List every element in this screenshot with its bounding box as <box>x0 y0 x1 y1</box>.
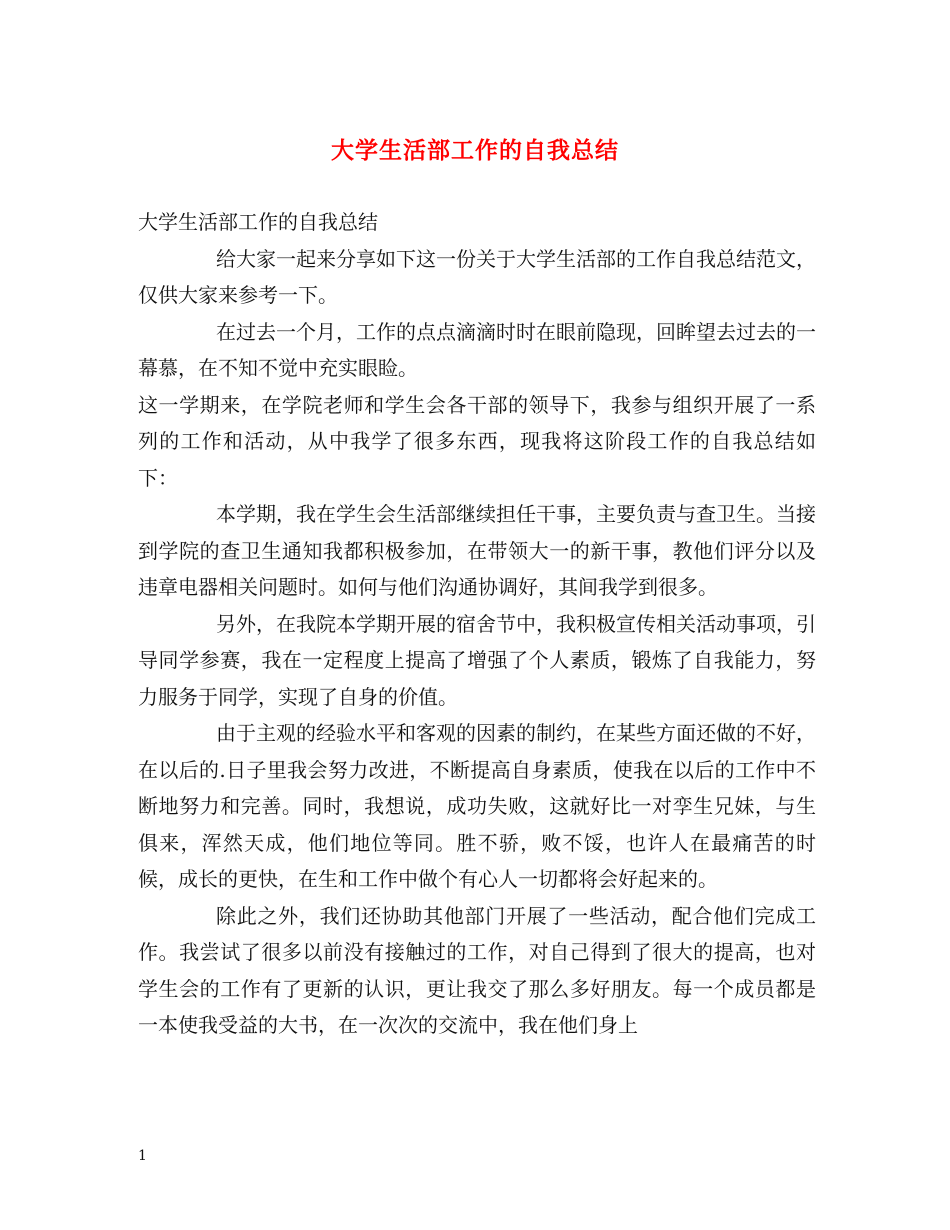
body-paragraph: 由于主观的经验水平和客观的因素的制约，在某些方面还做的不好，在以后的.日子里我会努力改进，不断提高自身素质，使我在以后的工作中不断地努力和完善。同时，我想说，成功失败，这就好比一对孪生兄妹，与生俱来，浑然天成，他们地位等同。胜不骄，败不馁，也许人在最痛苦的时候，成长的更快，在生和工作中做个有心人一切都将会好起来的。 <box>138 721 816 891</box>
document-body <box>138 204 816 1044</box>
body-paragraph: 另外，在我院本学期开展的宿舍节中，我积极宣传相关活动事项，引导同学参赛，我在一定程度上提高了增强了个人素质，锻炼了自我能力，努力服务于同学，实现了自身的价值。 <box>138 611 816 709</box>
page-number: 1 <box>138 1148 147 1164</box>
body-paragraph: 在过去一个月，工作的点点滴滴时时在眼前隐现，回眸望去过去的一幕慕，在不知不觉中充实眼睑。 <box>138 319 816 380</box>
body-paragraph: 这一学期来，在学院老师和学生会各干部的领导下，我参与组织开展了一系列的工作和活动，从中我学了很多东西，现我将这阶段工作的自我总结如下： <box>138 392 816 490</box>
body-paragraph: 给大家一起来分享如下这一份关于大学生活部的工作自我总结范文，仅供大家来参考一下。 <box>138 246 816 307</box>
body-paragraph-heading: 大学生活部工作的自我总结 <box>138 210 378 234</box>
body-paragraph: 本学期，我在学生会生活部继续担任干事，主要负责与查卫生。当接到学院的查卫生通知我都积极参加，在带领大一的新干事，教他们评分以及违章电器相关问题时。如何与他们沟通协调好，其间我学到很多。 <box>138 502 816 599</box>
document-title: 大学生活部工作的自我总结 <box>331 137 619 164</box>
body-paragraph: 除此之外，我们还协助其他部门开展了一些活动，配合他们完成工作。我尝试了很多以前没有接触过的工作，对自己得到了很大的提高，也对学生会的工作有了更新的认识，更让我交了那么多好朋友。每一个成员都是一本使我受益的大书，在一次次的交流中，我在他们身上 <box>138 903 816 1037</box>
